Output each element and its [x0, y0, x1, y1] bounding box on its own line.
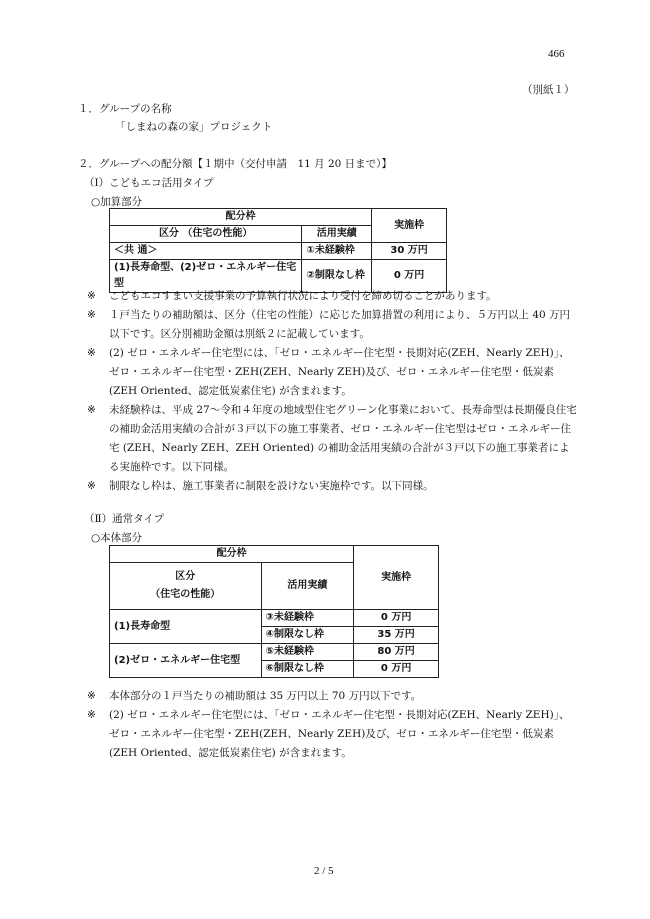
type1-notes — [87, 287, 577, 496]
note-mark: ※ — [87, 290, 96, 302]
frame-header: 実施枠 — [372, 209, 447, 243]
table-row — [110, 243, 447, 260]
usage-cell: ③未経験枠 — [261, 610, 354, 627]
note-mark: ※ — [87, 480, 96, 492]
page-number: 466 — [548, 48, 565, 60]
frame-cell: 35 万円 — [354, 627, 439, 644]
allocation-table-1 — [109, 208, 447, 293]
category-cell: (2)ゼロ・エネルギー住宅型 — [110, 644, 262, 678]
category-cell: (1)長寿命型、(2)ゼロ・エネルギー住宅型 — [110, 260, 302, 293]
usage-cell: ①未経験枠 — [302, 243, 372, 260]
note-item: ※ 本体部分の１戸当たりの補助額は 35 万円以上 70 万円以下です。 — [87, 687, 577, 706]
usage-cell: ④制限なし枠 — [261, 627, 354, 644]
frame-cell: 0 万円 — [372, 260, 447, 293]
note-mark: ※ — [87, 690, 96, 702]
footer-page-indicator: 2 / 5 — [314, 865, 334, 877]
note-item: ※ 未経験枠は、平成 27〜令和４年度の地域型住宅グリーン化事業において、長寿命型は長期優良住宅の補助金活用実績の合計が３戸以下の施工事業者、ゼロ・エネルギー住宅型はゼロ・エネルギー住宅 (ZEH、Nearly ZEH、ZEH Oriented) の補助金活用実績の合計が３戸以下の施工事業者による実施枠です。以下同様。 — [87, 401, 577, 477]
frame-header: 実施枠 — [354, 546, 439, 610]
type1-label: （Ⅰ）こどもエコ活用タイプ — [84, 177, 214, 189]
note-mark: ※ — [87, 709, 96, 721]
category-header: 区分 （住宅の性能） — [110, 226, 302, 243]
usage-header: 活用実績 — [302, 226, 372, 243]
frame-cell: 0 万円 — [354, 610, 439, 627]
type2-notes — [87, 687, 577, 763]
note-mark: ※ — [87, 347, 96, 359]
table-row — [110, 644, 439, 661]
section2-heading: ２．グループへの配分額【１期中（交付申請 11 月 20 日まで）】 — [78, 158, 392, 170]
section1-heading: １．グループの名称 — [78, 103, 172, 115]
frame-cell: 0 万円 — [354, 661, 439, 678]
type2-subsection: ○本体部分 — [91, 532, 143, 544]
note-item: ※ 制限なし枠は、施工事業者に制限を設けない実施枠です。以下同様。 — [87, 477, 577, 496]
note-item: ※ (2) ゼロ・エネルギー住宅型には、「ゼロ・エネルギー住宅型・長期対応(ZEH、Nearly ZEH)」、ゼロ・エネルギー住宅型・ZEH(ZEH、Nearly ZEH)及び、ゼロ・エネルギー住宅型・低炭素 (ZEH Oriented、認定低炭素住宅) が含まれます。 — [87, 344, 577, 401]
note-mark: ※ — [87, 404, 96, 416]
note-item: ※ こどもエコすまい支援事業の予算執行状況により受付を締め切ることがあります。 — [87, 287, 577, 306]
category-header: 区分 （住宅の性能） — [110, 563, 262, 610]
note-item: ※ (2) ゼロ・エネルギー住宅型には、「ゼロ・エネルギー住宅型・長期対応(ZEH、Nearly ZEH)」、ゼロ・エネルギー住宅型・ZEH(ZEH、Nearly ZEH)及び、ゼロ・エネルギー住宅型・低炭素 (ZEH Oriented、認定低炭素住宅) が含まれます。 — [87, 706, 577, 763]
type2-label: （Ⅱ）通常タイプ — [84, 513, 165, 525]
allocation-header: 配分枠 — [110, 209, 372, 226]
allocation-table-2 — [109, 545, 439, 678]
table-row — [110, 610, 439, 627]
category-cell: ＜共 通＞ — [110, 243, 302, 260]
frame-cell: 80 万円 — [354, 644, 439, 661]
allocation-header: 配分枠 — [110, 546, 354, 563]
type1-subsection: ○加算部分 — [91, 196, 143, 208]
note-mark: ※ — [87, 309, 96, 321]
category-cell: (1)長寿命型 — [110, 610, 262, 644]
group-name: 「しまねの森の家」プロジェクト — [115, 121, 273, 133]
usage-header: 活用実績 — [261, 563, 354, 610]
usage-cell: ⑤未経験枠 — [261, 644, 354, 661]
frame-cell: 30 万円 — [372, 243, 447, 260]
usage-cell: ⑥制限なし枠 — [261, 661, 354, 678]
usage-cell: ②制限なし枠 — [302, 260, 372, 293]
note-item: ※ １戸当たりの補助額は、区分（住宅の性能）に応じた加算措置の利用により、５万円以上 40 万円以下です。区分別補助金額は別紙２に記載しています。 — [87, 306, 577, 344]
attachment-label: （別紙１） — [522, 84, 575, 96]
